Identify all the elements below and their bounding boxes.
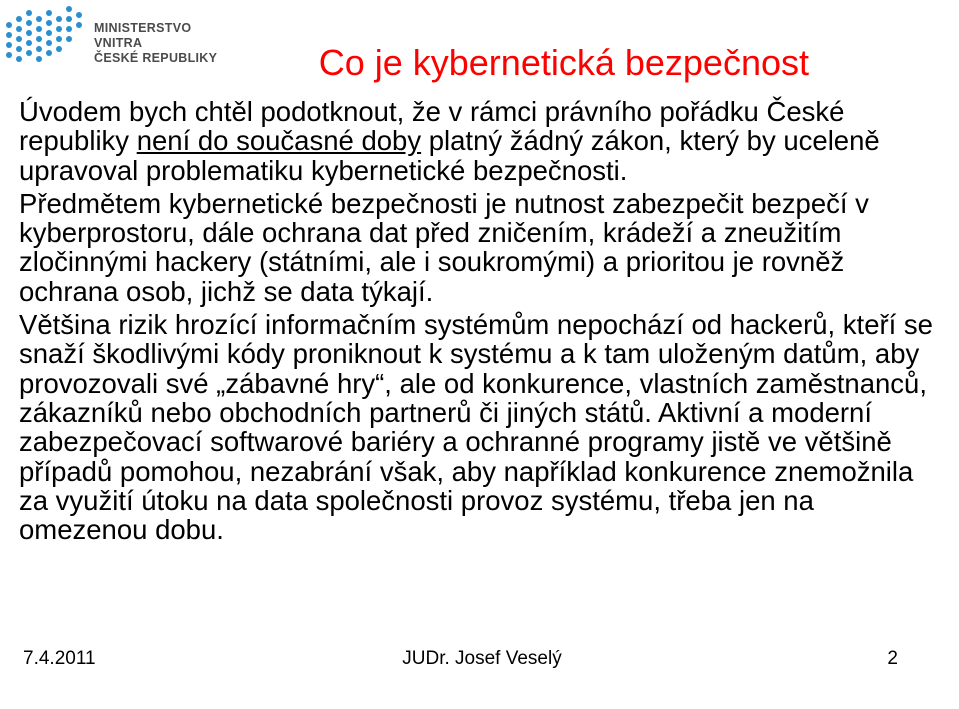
- slide-footer: [0, 648, 959, 676]
- slide-title: Co je kybernetická bezpečnost: [318, 42, 809, 83]
- paragraph-1-start: Úvodem bych chtěl podotknout, že v rámci právního pořádku České republiky: [19, 96, 845, 157]
- paragraph-3: Většina rizik hrozící informačním systémům nepochází od hackerů, kteří se snaží škodlivými kódy proniknout k systému a k tam uloženým datům, aby provozovali své „zábavné hry“, ale od konkurence, vlastních zaměstnanců, zákazníků nebo obchodních partnerů či jiných států. Aktivní a moderní zabezpečovací softwarové bariéry a ochranné programy jistě ve většině případů pomohou, nezabrání však, aby například konkurence znemožnila za využití útoku na data společnosti provoz systému, třeba jen na omezenou dobu.: [19, 309, 933, 546]
- footer-date: 7.4.2011: [23, 648, 96, 669]
- logo-line-1: MINISTERSTVO VNITRA: [94, 21, 192, 50]
- paragraph-1-underlined: není do současné doby: [136, 125, 422, 157]
- logo-line-2: ČESKÉ REPUBLIKY: [94, 51, 218, 65]
- footer-author: JUDr. Josef Veselý: [402, 648, 562, 669]
- slide-body: [19, 97, 944, 544]
- page-number: 2: [887, 648, 898, 669]
- paragraph-1: [19, 97, 944, 185]
- paragraph-1-end: platný žádný zákon, který by uceleně upravoval problematiku kybernetické bezpečnosti.: [19, 125, 880, 186]
- paragraph-2: Předmětem kybernetické bezpečnosti je nutnost zabezpečit bezpečí v kyberprostoru, dále ochrana dat před zničením, krádeží a zneužitím zločinnými hackery (státními, ale i soukromými) a prioritou je rovněž ochrana osob, jichž se data týkají.: [19, 187, 869, 307]
